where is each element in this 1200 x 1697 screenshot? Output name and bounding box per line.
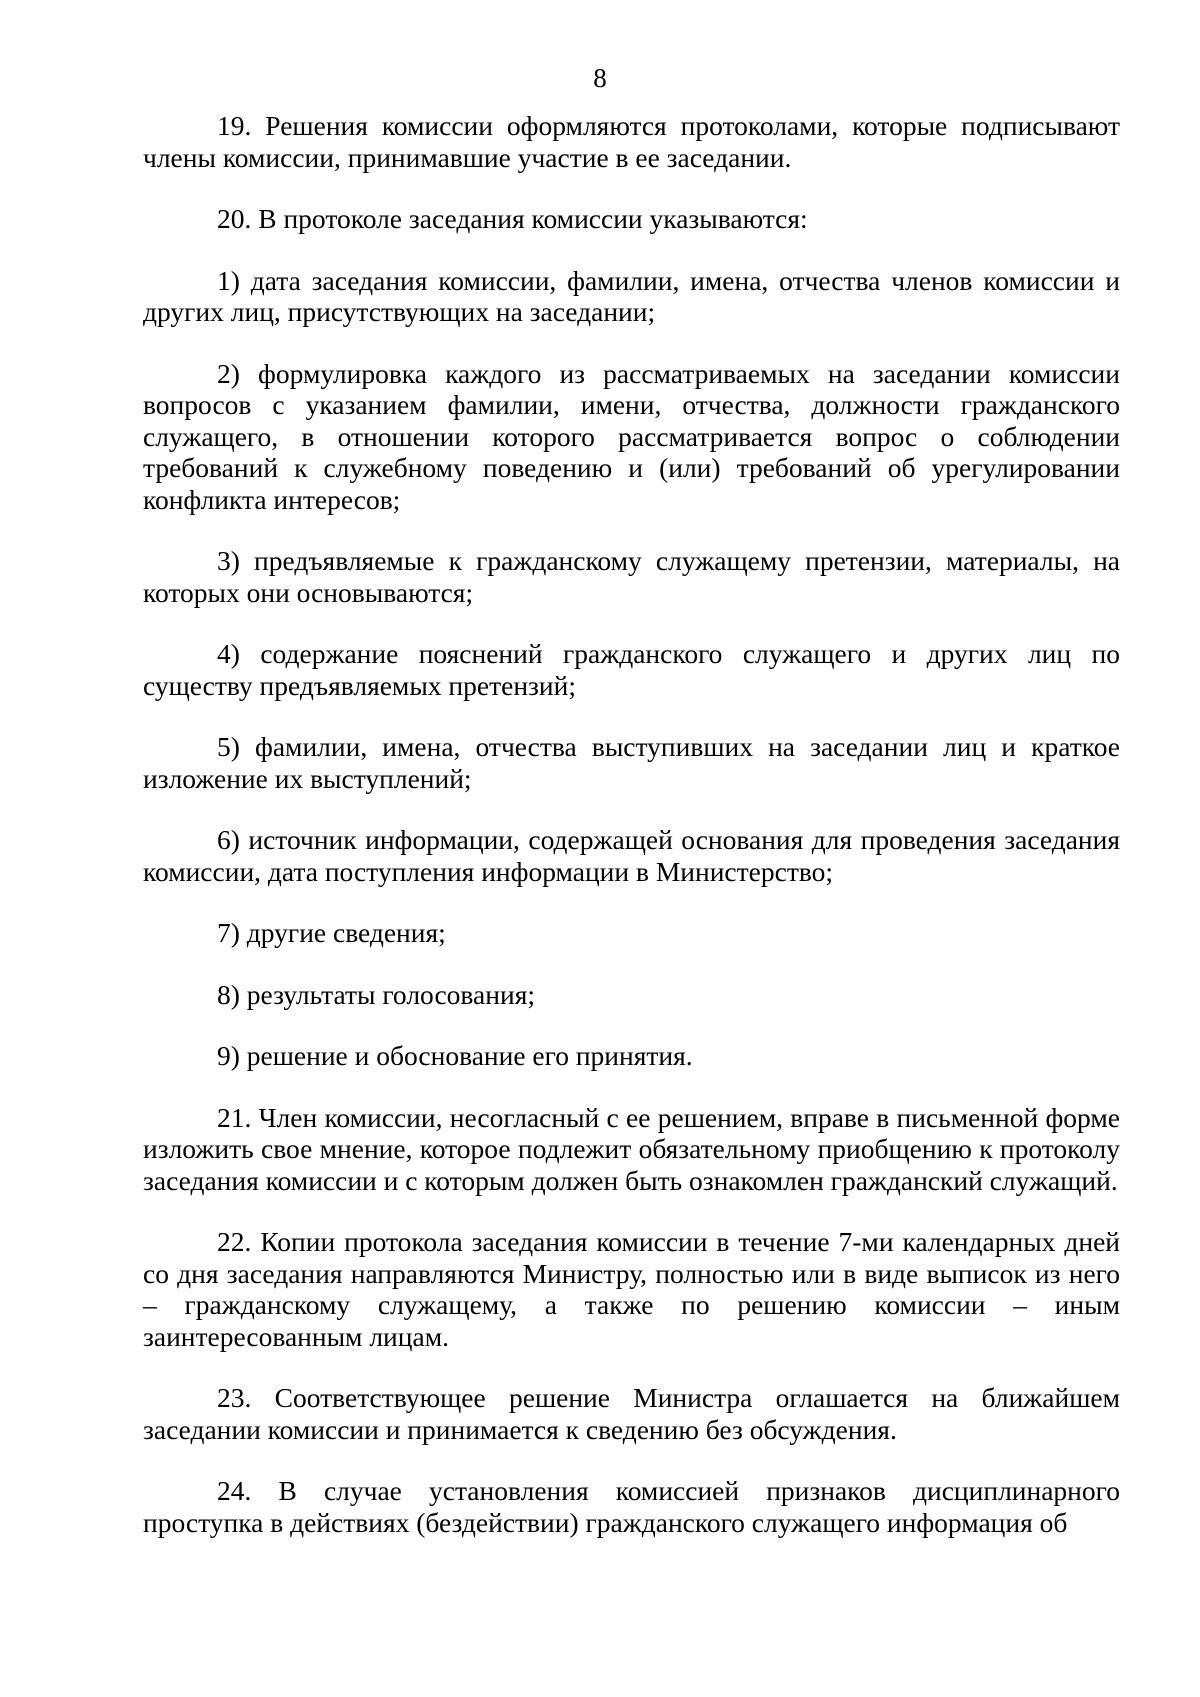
- paragraph-22: 22. Копии протокола заседания комиссии в течение 7-ми календарных дней со дня заседания направляются Министру, полностью или в виде выписок из него – гражданскому служащему, а также по решению комиссии – иным заинтересованным лицам.: [143, 1226, 1120, 1352]
- paragraph-23: 23. Соответствующее решение Министра оглашается на ближайшем заседании комиссии и принимается к сведению без обсуждения.: [143, 1382, 1120, 1445]
- paragraph-20: 20. В протоколе заседания комиссии указываются:: [217, 203, 808, 234]
- list-item-5: 5) фамилии, имена, отчества выступивших на заседании лиц и краткое изложение их выступлений;: [143, 731, 1120, 794]
- paragraph-24: 24. В случае установления комиссией признаков дисциплинарного проступка в действиях (бездействии) гражданского служащего информация об: [143, 1475, 1120, 1538]
- list-item-1: 1) дата заседания комиссии, фамилии, имена, отчества членов комиссии и других лиц, присутствующих на заседании;: [143, 264, 1120, 327]
- paragraph-19: 19. Решения комиссии оформляются протоколами, которые подписывают члены комиссии, принимавшие участие в ее заседании.: [143, 110, 1120, 173]
- document-body: [143, 110, 1120, 1568]
- list-item-3: 3) предъявляемые к гражданскому служащему претензии, материалы, на которых они основываются;: [143, 545, 1120, 608]
- page-number: 8: [593, 63, 607, 93]
- list-item-4: 4) содержание пояснений гражданского служащего и других лиц по существу предъявляемых претензий;: [143, 638, 1120, 701]
- list-item-6: 6) источник информации, содержащей основания для проведения заседания комиссии, дата поступления информации в Министерство;: [143, 824, 1120, 887]
- paragraph-21: 21. Член комиссии, несогласный с ее решением, вправе в письменной форме изложить свое мнение, которое подлежит обязательному приобщению к протоколу заседания комиссии и с которым должен быть ознакомлен гражданский служащий.: [143, 1101, 1120, 1196]
- list-item-2: 2) формулировка каждого из рассматриваемых на заседании комиссии вопросов с указанием фамилии, имени, отчества, должности гражданского служащего, в отношении которого рассматривается вопрос о соблюдении требований к служебному поведению и (или) требований об урегулировании конфликта интересов;: [143, 357, 1120, 515]
- list-item-8: 8) результаты голосования;: [217, 978, 535, 1010]
- list-item-9: 9) решение и обоснование его принятия.: [217, 1040, 693, 1071]
- list-item-7: 7) другие сведения;: [217, 917, 446, 948]
